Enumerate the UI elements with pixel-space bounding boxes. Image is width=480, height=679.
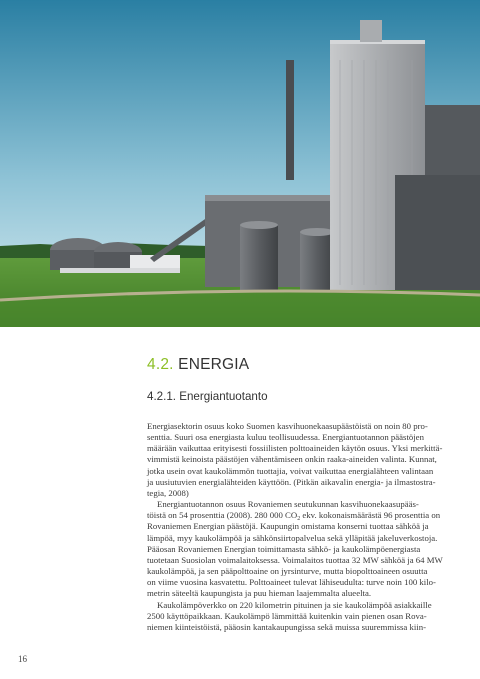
paragraph-line: tuotetaan Suosiolan voimalaitoksessa. Voimalaitos tuottaa 32 MW sähköä ja 64 MW	[147, 554, 443, 565]
paragraph-line: metrin säteeltä kaupungista ja puu hieman laajemmalta alueelta.	[147, 588, 372, 599]
co2-text-after: ekv. kokonaismäärästä 96 prosenttia on	[300, 510, 441, 521]
paragraph-line: Rovaniemen Energian päästöjä. Kaupungin omistama konserni tuottaa sähköä ja	[147, 521, 429, 532]
paragraph-line: kaukolämpöä, ja sen pääpolttoaine on jyrsinturve, mutta biopolttoaineen osuutta	[147, 566, 428, 577]
paragraph-line: niemen kiinteistöistä, pääosin kantakaupungissa sekä muissa suuremmissa kiin-	[147, 621, 426, 632]
co2-subscript: 2	[297, 516, 301, 523]
paragraph-line: Energiasektorin osuus koko Suomen kasvihuonekaasupäästöistä on noin 80 pro-	[147, 421, 428, 431]
paragraph-line: lämpöä, myy kaukolämpöä ja sähkönsiirtopalvelua sekä ylläpitää jakeluverkostoja.	[147, 532, 438, 543]
paragraph-line: ja uusiutuvien energialähteiden käyttöön. (Pitkän aikavalin energia- ja ilmastostra-	[147, 476, 436, 487]
paragraph-line: 2500 käyttöpaikkaan. Kaukolämpö lämmittää kuitenkin vain pienen osan Rova-	[147, 610, 427, 621]
co2-text-before: töistä on 54 prosenttia (2008). 280 000 CO	[147, 510, 298, 521]
paragraph-line: senttia. Suuri osa energiasta kuluu teollisuudessa. Energiantuotannon päästöjen	[147, 432, 424, 443]
paragraph-line: vimmistä keinoista päästöjen vähentämiseen onkin raaka-aineiden valinta. Kunnat,	[147, 454, 437, 465]
paragraph-line: määrään vaikuttaa erityisesti fossiilisten polttoaineiden käytön osuus. Yksi merkittä-	[147, 443, 443, 454]
paragraph-line: Energiantuotannon osuus Rovaniemen seutukunnan kasvihuonekaasupääs-	[157, 499, 419, 510]
section-number: 4.2.	[147, 356, 174, 373]
power-plant-image	[0, 0, 480, 327]
body-text	[147, 421, 447, 633]
paragraph-line: jotka usein ovat kaukolämmön tuottajia, voivat vaikuttaa energialähteen valintaan	[147, 465, 434, 476]
paragraph-line-co2	[147, 510, 447, 521]
paragraph-line: on viime vuosina kasvatettu. Polttoaineet tulevat lähiseudulta: turve noin 100 kilo-	[147, 577, 436, 588]
page-number: 16	[18, 654, 27, 664]
paragraph-line: tegia, 2008)	[147, 487, 189, 498]
section-title	[147, 356, 249, 374]
section-name: ENERGIA	[178, 356, 250, 373]
power-plant-illustration	[0, 0, 480, 327]
paragraph-line: Kaukolämpöverkko on 220 kilometrin pituinen ja sie kaukolämpöä asiakkaille	[157, 599, 432, 610]
paragraph-line: Pääosan Rovaniemen Energian toimittamasta sähkö- ja kaukolämpöenergiasta	[147, 543, 421, 554]
subsection-title: 4.2.1. Energiantuotanto	[147, 390, 268, 403]
